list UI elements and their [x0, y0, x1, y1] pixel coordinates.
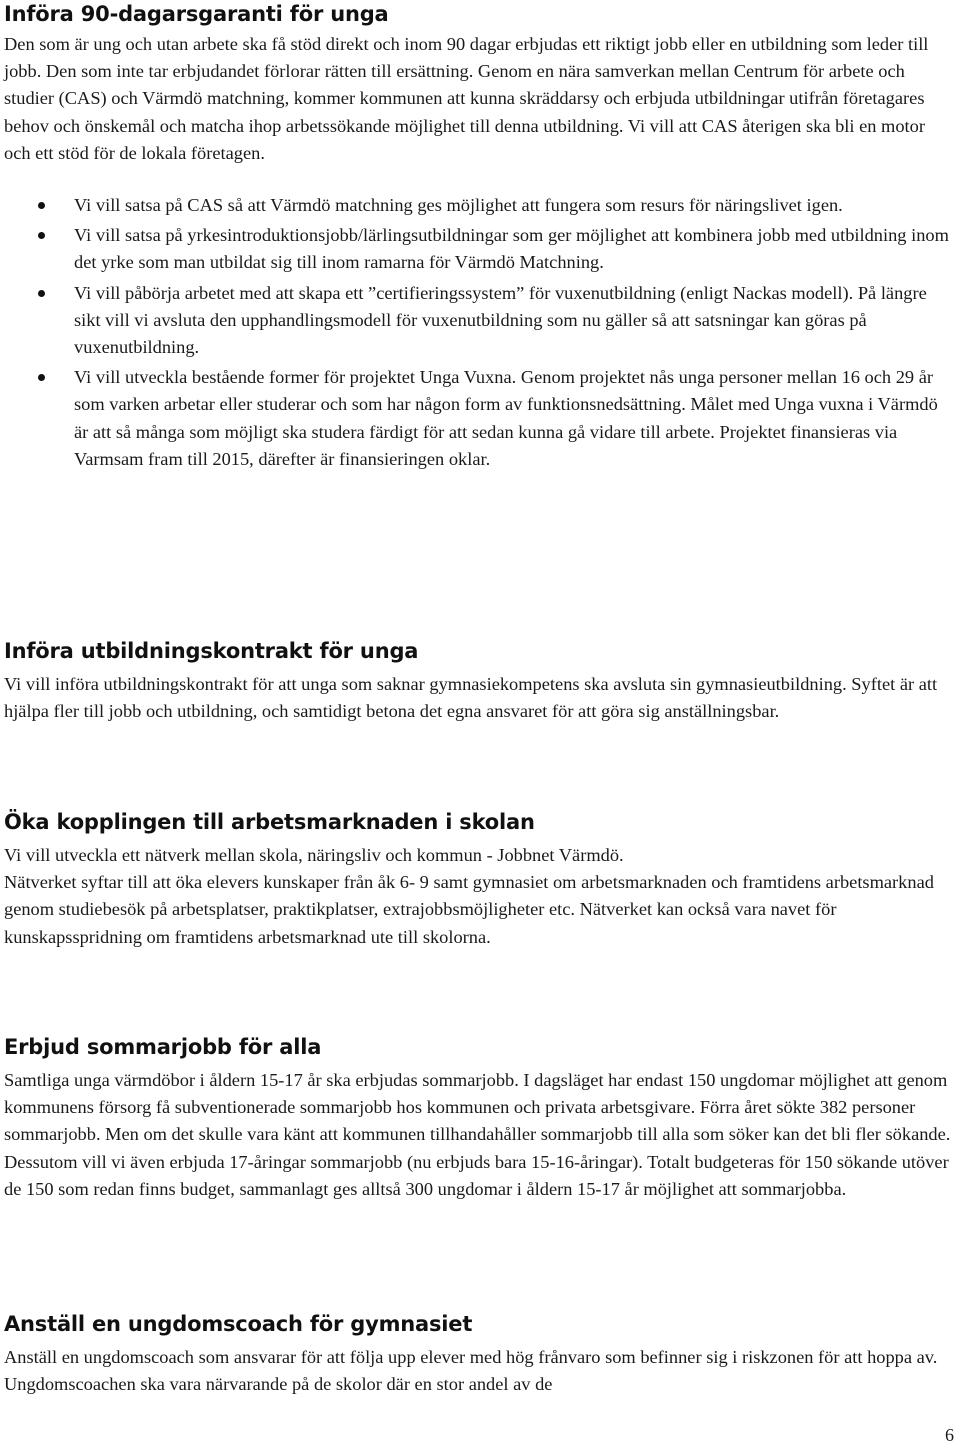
list-item-text: Vi vill påbörja arbetet med att skapa ett ”certifieringssystem” för vuxenutbildning (enligt Nackas modell). På längre sikt vill vi avsluta den upphandlingsmodell för vuxenutbildning som nu gäller så att satsningar kan göras på vuxenutbildning. — [74, 282, 927, 358]
bullet-icon — [38, 232, 45, 239]
section-paragraph-2: Nätverket syftar till att öka elevers kunskaper från åk 6- 9 samt gymnasiet om arbetsmarknaden och framtidens arbetsmarknad genom studiebesök på arbetsplatser, praktikplatser, extrajobbsmöjligheter etc. Nätverket kan också vara navet för kunskapsspridning om framtidens arbetsmarknad ute till skolorna. — [4, 872, 934, 947]
section-utbildningskontrakt — [4, 637, 956, 725]
section-heading: Anställ en ungdomscoach för gymnasiet — [4, 1312, 473, 1336]
section-paragraph: Den som är ung och utan arbete ska få stöd direkt och inom 90 dagar erbjudas ett riktigt jobb eller en utbildning som leder till jobb. Den som inte tar erbjudandet förlorar rätten till ersättning. Genom en nära samverkan mellan Centrum för arbete och studier (CAS) och Värmdö matchning, kommer kommunen att kunna skräddarsy och erbjuda utbildningar utifrån företagares behov och önskemål och matcha ihop arbetssökande möjlighet till denna utbildning. Vi vill att CAS återigen ska bli en motor och ett stöd för de lokala företagen. — [4, 34, 929, 163]
list-item-text: Vi vill utveckla bestående former för projektet Unga Vuxna. Genom projektet nås unga personer mellan 16 och 29 år som varken arbetar eller studerar och som har någon form av funktionsnedsättning. Målet med Unga vuxna i Värmdö är att så många som möjligt ska studera färdigt för att sedan kunna gå vidare till arbete. Projektet finansieras via Varmsam fram till 2015, därefter är finansieringen oklar. — [74, 367, 938, 469]
list-item-text: Vi vill satsa på CAS så att Värmdö matchning ges möjlighet att fungera som resurs för näringslivet igen. — [74, 195, 843, 216]
page-number: 6 — [945, 1425, 954, 1445]
bullet-icon — [38, 290, 45, 297]
section-paragraph: Vi vill införa utbildningskontrakt för att unga som saknar gymnasiekompetens ska avsluta sin gymnasieutbildning. Syftet är att hjälpa fler till jobb och utbildning, och samtidigt betona det egna ansvaret för att göra sig anställningsbar. — [4, 674, 938, 722]
section-paragraph: Vi vill utveckla ett nätverk mellan skola, näringsliv och kommun - Jobbnet Värmdö. — [4, 845, 624, 865]
section-heading: Införa 90-dagarsgaranti för unga — [4, 2, 389, 26]
section-90-dagarsgaranti — [4, 0, 956, 476]
section-ungdomscoach — [4, 1310, 956, 1398]
section-sommarjobb — [4, 1033, 956, 1203]
list-item — [4, 280, 956, 362]
list-item-text: Vi vill satsa på yrkesintroduktionsjobb/lärlingsutbildningar som ger möjlighet att kombinera jobb med utbildning inom det yrke som man utbildat sig till inom ramarna för Värmdö Matchning. — [74, 225, 949, 273]
bullet-icon — [38, 202, 45, 209]
section-heading: Erbjud sommarjobb för alla — [4, 1035, 322, 1059]
section-heading: Införa utbildningskontrakt för unga — [4, 639, 419, 663]
list-item — [4, 364, 956, 473]
bullet-list — [4, 192, 956, 473]
bullet-icon — [38, 374, 45, 381]
list-item — [4, 192, 956, 219]
section-heading: Öka kopplingen till arbetsmarknaden i skolan — [4, 810, 535, 834]
section-arbetsmarknaden-i-skolan — [4, 808, 956, 951]
section-paragraph: Anställ en ungdomscoach som ansvarar för att följa upp elever med hög frånvaro som befinner sig i riskzonen för att hoppa av. Ungdomscoachen ska vara närvarande på de skolor där en stor andel av de — [4, 1347, 938, 1395]
section-paragraph: Samtliga unga värmdöbor i åldern 15-17 år ska erbjudas sommarjobb. I dagsläget har endast 150 ungdomar möjlighet att genom kommunens försorg få subventionerade sommarjobb hos kommunen och privata arbetsgivare. Förra året sökte 382 personer sommarjobb. Men om det skulle vara känt att kommunen tillhandahåller sommarjobb till alla som söker kan det bli fler sökande. Dessutom vill vi även erbjuda 17-åringar sommarjobb (nu erbjuds bara 15-16-åringar). Totalt budgeteras för 150 sökande utöver de 150 som redan finns budget, sammanlagt ges alltså 300 ungdomar i åldern 15-17 år möjlighet att sommarjobba. — [4, 1070, 951, 1199]
list-item — [4, 222, 956, 276]
